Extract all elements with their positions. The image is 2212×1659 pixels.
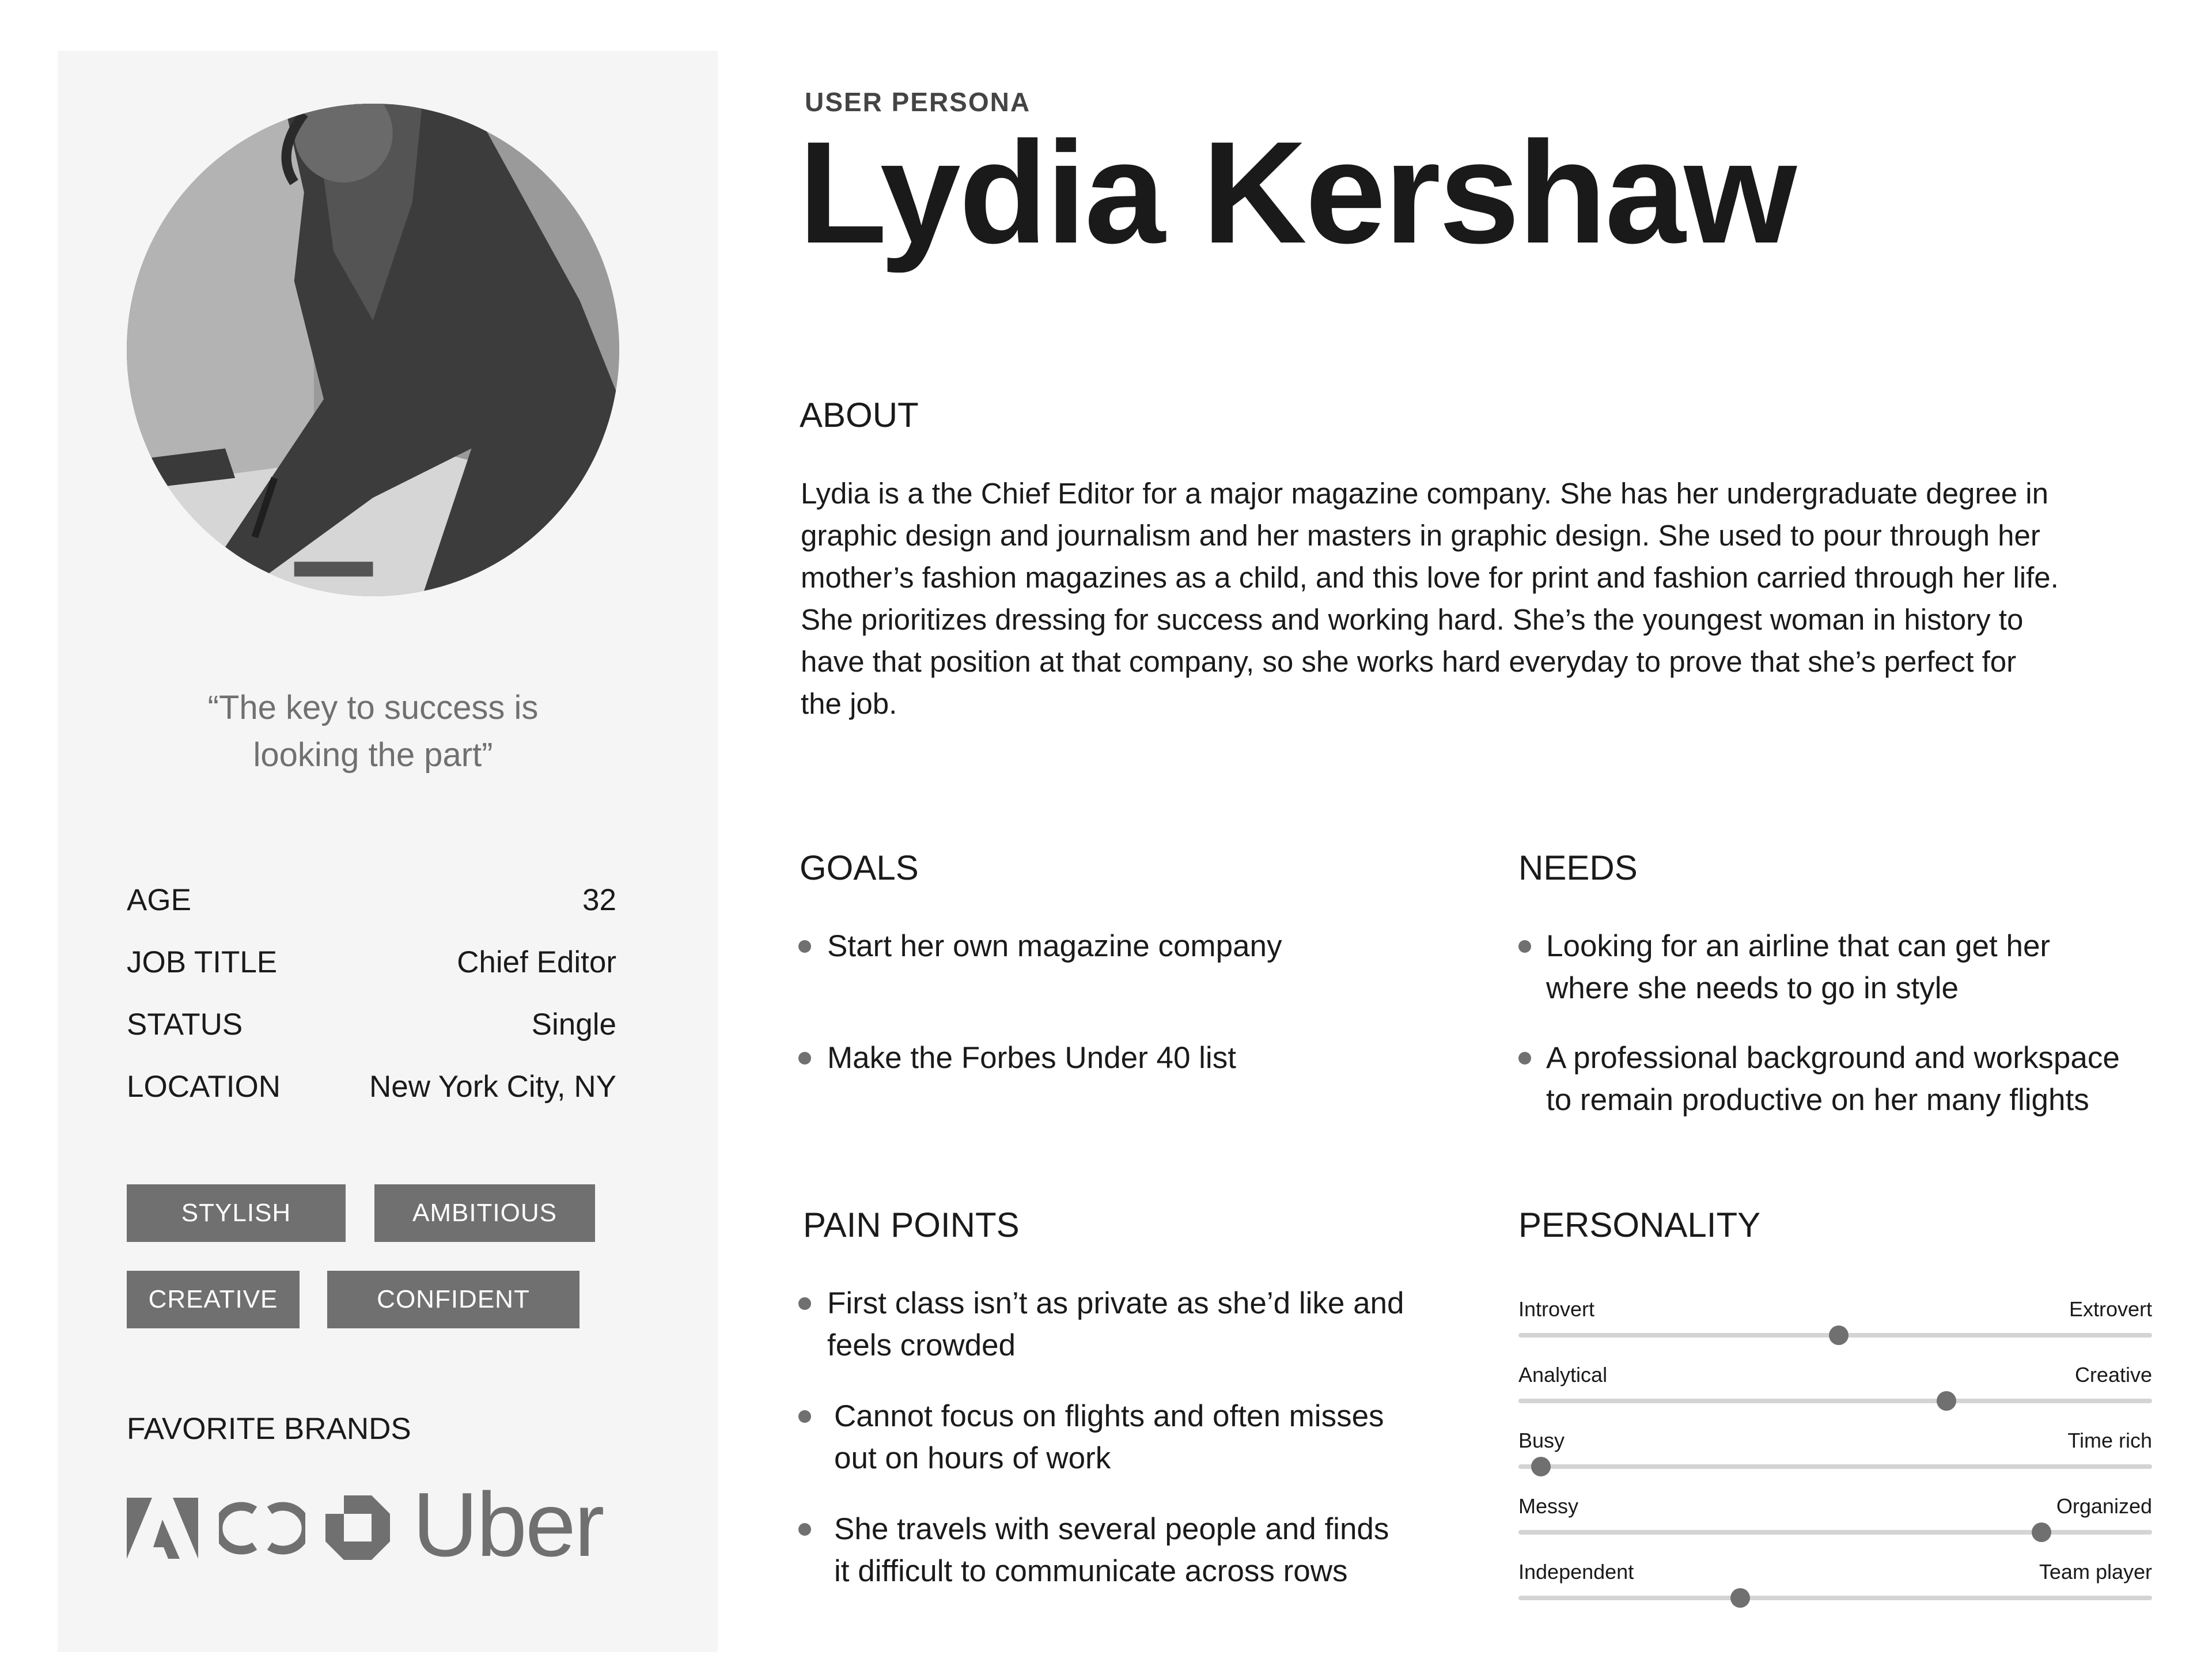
need-text: to remain productive on her many flights bbox=[1546, 1083, 2089, 1117]
bullet-dot-icon bbox=[1518, 940, 1531, 953]
slider-knob bbox=[1937, 1391, 1956, 1411]
fact-label: JOB TITLE bbox=[127, 945, 278, 979]
personality-slider-messy-organized bbox=[1518, 1494, 2152, 1540]
personality-slider-busy-time-rich bbox=[1518, 1429, 2152, 1475]
about-line: have that position at that company, so she works hard everyday to prove that she’s perfect for bbox=[801, 645, 2017, 678]
slider-knob bbox=[2032, 1522, 2051, 1542]
slider-knob bbox=[1730, 1588, 1750, 1608]
slider-track bbox=[1518, 1596, 2152, 1600]
tag-ambitious: AMBITIOUS bbox=[374, 1184, 595, 1242]
need-text: Looking for an airline that can get her bbox=[1546, 929, 2051, 963]
pain-points-heading: PAIN POINTS bbox=[803, 1206, 1020, 1244]
uber-logo: Uber bbox=[412, 1474, 603, 1575]
goals-heading: GOALS bbox=[800, 849, 919, 887]
fact-row-job-title bbox=[127, 931, 616, 993]
needs-heading: NEEDS bbox=[1518, 849, 1638, 887]
slider-left-label: Busy bbox=[1518, 1429, 1565, 1452]
slider-knob bbox=[1829, 1325, 1849, 1345]
fact-label: STATUS bbox=[127, 1007, 243, 1041]
personality-slider-introvert-extrovert bbox=[1518, 1297, 2152, 1343]
slider-right-label: Extrovert bbox=[2069, 1297, 2152, 1321]
slider-left-label: Independent bbox=[1518, 1560, 1634, 1584]
about-line: mother’s fashion magazines as a child, and this love for print and fashion carried through her life. bbox=[801, 561, 2059, 594]
persona-photo bbox=[127, 104, 619, 596]
goal-text: Start her own magazine company bbox=[827, 929, 1282, 963]
about-line: Lydia is a the Chief Editor for a major magazine company. She has her undergraduate degree in bbox=[801, 477, 2048, 510]
bullet-dot-icon bbox=[798, 940, 811, 953]
bullet-dot-icon bbox=[1518, 1052, 1531, 1065]
personality-slider-analytical-creative bbox=[1518, 1363, 2152, 1409]
adobe-logo-icon bbox=[127, 1498, 198, 1559]
pain-point-text: it difficult to communicate across rows bbox=[834, 1554, 1348, 1588]
bullet-dot-icon bbox=[798, 1523, 811, 1536]
persona-facts bbox=[127, 869, 616, 1118]
pain-point-text: Cannot focus on flights and often misses bbox=[834, 1399, 1384, 1433]
tag-stylish: STYLISH bbox=[127, 1184, 346, 1242]
goal-text: Make the Forbes Under 40 list bbox=[827, 1041, 1236, 1075]
slider-right-label: Creative bbox=[2074, 1363, 2152, 1387]
about-paragraph bbox=[801, 472, 2166, 725]
fact-label: LOCATION bbox=[127, 1069, 281, 1104]
slider-right-label: Organized bbox=[2056, 1494, 2152, 1518]
persona-photo-icon bbox=[127, 104, 619, 596]
fact-row-age bbox=[127, 869, 616, 931]
favorite-brands-title: FAVORITE BRANDS bbox=[127, 1412, 411, 1446]
fact-row-status bbox=[127, 993, 616, 1055]
slider-track bbox=[1518, 1530, 2152, 1535]
slider-right-label: Time rich bbox=[2067, 1429, 2152, 1452]
pain-point-text: out on hours of work bbox=[834, 1441, 1111, 1475]
pain-point-text: feels crowded bbox=[827, 1328, 1016, 1362]
quote-line: looking the part” bbox=[253, 736, 493, 774]
persona-eyebrow: USER PERSONA bbox=[805, 87, 1031, 117]
slider-left-label: Messy bbox=[1518, 1494, 1579, 1518]
about-line: She prioritizes dressing for success and working hard. She’s the youngest woman in history to bbox=[801, 603, 2024, 636]
pain-point-text: First class isn’t as private as she’d like and bbox=[827, 1286, 1404, 1320]
slider-knob bbox=[1531, 1457, 1551, 1476]
chanel-logo-icon bbox=[219, 1498, 305, 1559]
need-text: where she needs to go in style bbox=[1546, 971, 1959, 1005]
fact-value: 32 bbox=[582, 882, 616, 917]
bullet-dot-icon bbox=[798, 1052, 811, 1065]
bullet-dot-icon bbox=[798, 1297, 811, 1310]
slider-left-label: Analytical bbox=[1518, 1363, 1608, 1387]
pain-point-text: She travels with several people and finds bbox=[834, 1512, 1389, 1546]
personality-slider-independent-team-player bbox=[1518, 1560, 2152, 1606]
need-text: A professional background and workspace bbox=[1546, 1041, 2120, 1075]
chase-logo-icon bbox=[325, 1495, 390, 1560]
persona-name: Lydia Kershaw bbox=[798, 112, 1796, 274]
personality-heading: PERSONALITY bbox=[1518, 1206, 1761, 1244]
slider-track bbox=[1518, 1399, 2152, 1403]
fact-value: Single bbox=[531, 1007, 616, 1041]
slider-track bbox=[1518, 1464, 2152, 1469]
tag-creative: CREATIVE bbox=[127, 1271, 300, 1328]
tag-confident: CONFIDENT bbox=[327, 1271, 579, 1328]
fact-value: Chief Editor bbox=[457, 945, 616, 979]
slider-right-label: Team player bbox=[2039, 1560, 2152, 1584]
about-line: the job. bbox=[801, 687, 897, 720]
about-line: graphic design and journalism and her masters in graphic design. She used to pour through her bbox=[801, 519, 2040, 552]
about-heading: ABOUT bbox=[800, 396, 919, 434]
quote-line: “The key to success is bbox=[207, 689, 539, 726]
slider-left-label: Introvert bbox=[1518, 1297, 1595, 1321]
fact-row-location bbox=[127, 1055, 616, 1118]
bullet-dot-icon bbox=[798, 1410, 811, 1423]
fact-value: New York City, NY bbox=[369, 1069, 616, 1104]
fact-label: AGE bbox=[127, 882, 191, 917]
persona-quote bbox=[127, 684, 619, 779]
